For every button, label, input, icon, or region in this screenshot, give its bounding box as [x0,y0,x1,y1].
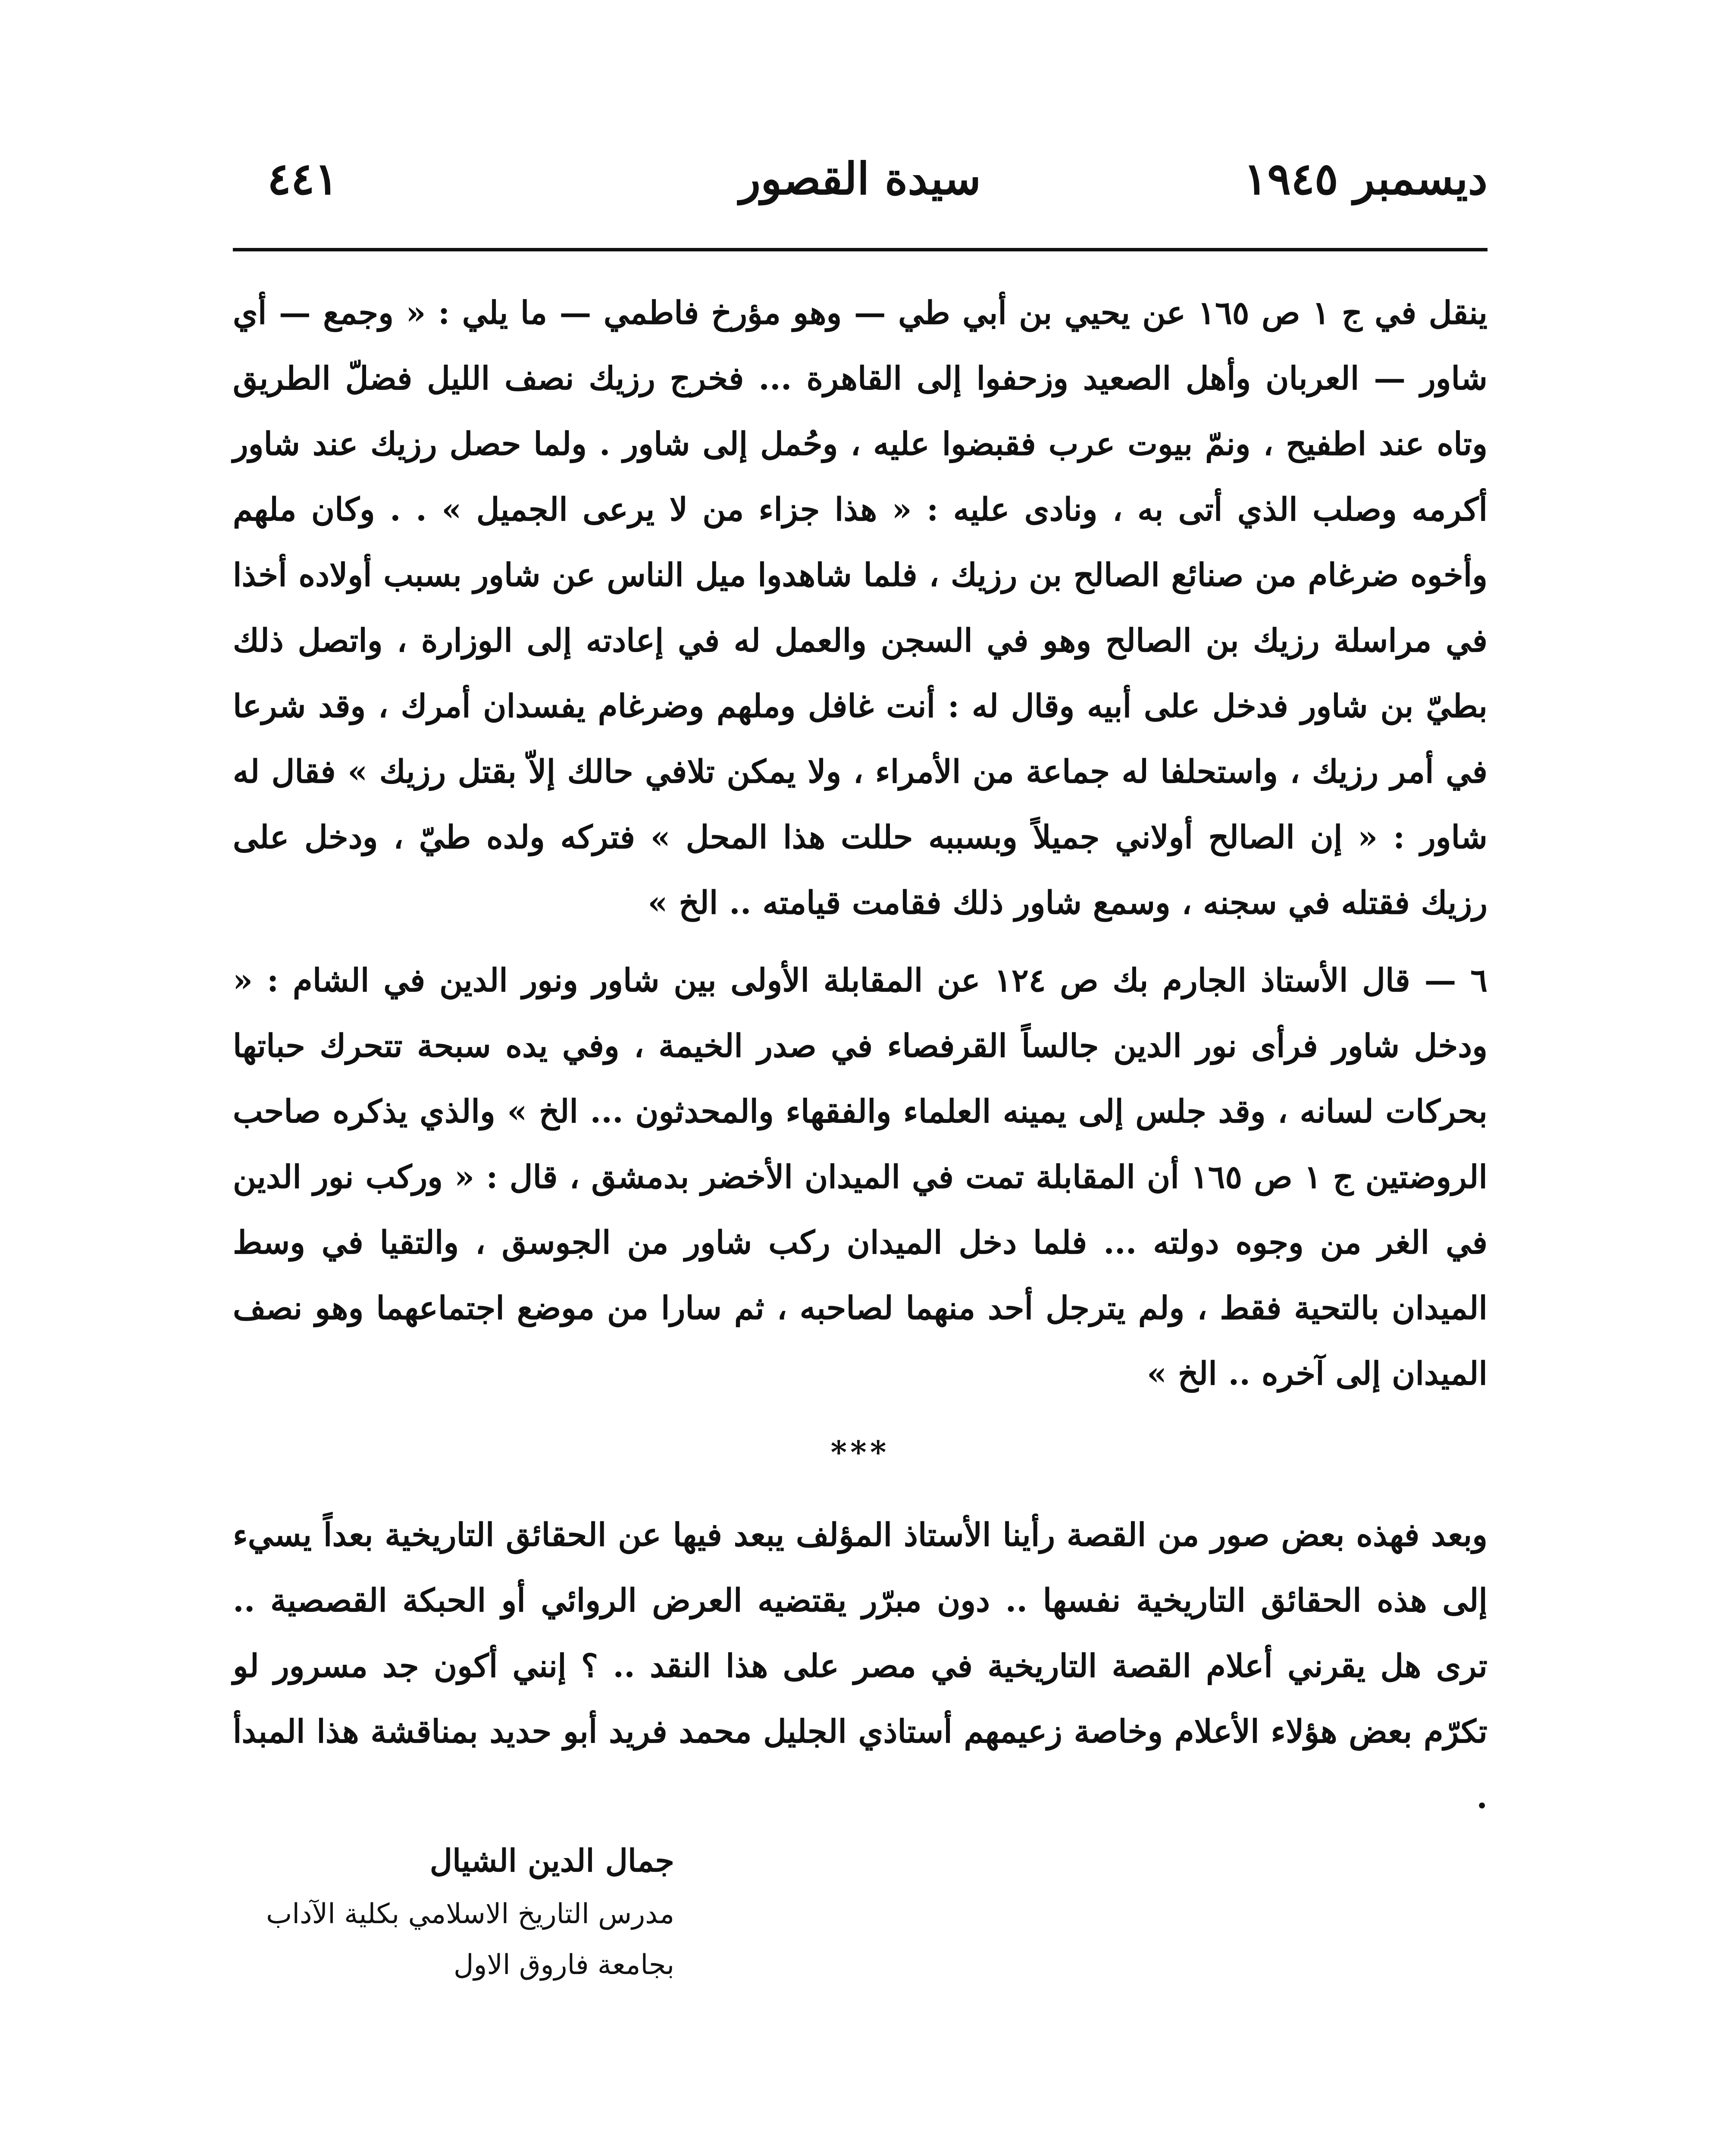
paragraph-2: ٦ — قال الأستاذ الجارم بك ص ١٢٤ عن المقابلة الأولى بين شاور ونور الدين في الشام : « ودخل شاور فرأى نور الدين جالساً القرفصاء في صدر الخيمة ، وفي يده سبحة تتحرك حباتها بحركات لسانه ، وقد جلس إلى يمينه العلماء والفقهاء والمحدثون ... الخ » والذي يذكره صاحب الروضتين ج ١ ص ١٦٥ أن المقابلة تمت في الميدان الأخضر بدمشق ، قال : « وركب نور الدين في الغر من وجوه دولته ... فلما دخل الميدان ركب شاور من الجوسق ، والتقيا في وسط الميدان بالتحية فقط ، ولم يترجل أحد منهما لصاحبه ، ثم سارا من موضع اجتماعهما وهو نصف الميدان إلى آخره .. الخ » [233,962,1488,1392]
article-body [233,280,1488,1842]
paragraph-3: وبعد فهذه بعض صور من القصة رأينا الأستاذ المؤلف يبعد فيها عن الحقائق التاريخية بعداً يسيء إلى هذه الحقائق التاريخية نفسها .. دون مبرّر يقتضيه العرض الروائي أو الحبكة القصصية .. ترى هل يقرني أعلام القصة التاريخية في مصر على هذا النقد .. ؟ إنني أكون جد مسرور لو تكرّم بعض هؤلاء الأعلام وخاصة زعيمهم أستاذي الجليل محمد فريد أبو حديد بمناقشة هذا المبدأ . [233,1517,1488,1816]
author-title: مدرس التاريخ الاسلامي بكلية الآداب [266,1898,674,1930]
magazine-title: سيدة القصور [739,153,981,205]
section-separator: *** [830,1434,890,1470]
header-divider [233,248,1488,251]
header-date: ديسمبر ١٩٤٥ [1243,153,1488,205]
author-name: جمال الدين الشيال [429,1842,674,1879]
page-header [233,151,1488,224]
paragraph-1: ينقل في ج ١ ص ١٦٥ عن يحيي بن أبي طي — وهو مؤرخ فاطمي — ما يلي : « وجمع — أي شاور — العربان وأهل الصعيد وزحفوا إلى القاهرة ... فخرج رزيك نصف الليل فضلّ الطريق وتاه عند اطفيح ، ونمّ بيوت عرب فقبضوا عليه ، وحُمل إلى شاور . ولما حصل رزيك عند شاور أكرمه وصلب الذي أتى به ، ونادى عليه : « هذا جزاء من لا يرعى الجميل » . . وكان ملهم وأخوه ضرغام من صنائع الصالح بن رزيك ، فلما شاهدوا ميل الناس عن شاور بسبب أولاده أخذا في مراسلة رزيك بن الصالح وهو في السجن والعمل له في إعادته إلى الوزارة ، واتصل ذلك بطيّ بن شاور فدخل على أبيه وقال له : أنت غافل وملهم وضرغام يفسدان أمرك ، وقد شرعا في أمر رزيك ، واستحلفا له جماعة من الأمراء ، ولا يمكن تلافي حالك إلاّ بقتل رزيك » فقال له شاور : « إن الصالح أولاني جميلاً وبسببه حللت هذا المحل » فتركه ولده طيّ ، ودخل على رزيك فقتله في سجنه ، وسمع شاور ذلك فقامت قيامته .. الخ » [233,295,1488,921]
page-number: ٤٤١ [267,153,338,205]
author-signature [266,1833,674,1990]
author-university: بجامعة فاروق الاول [453,1949,674,1981]
